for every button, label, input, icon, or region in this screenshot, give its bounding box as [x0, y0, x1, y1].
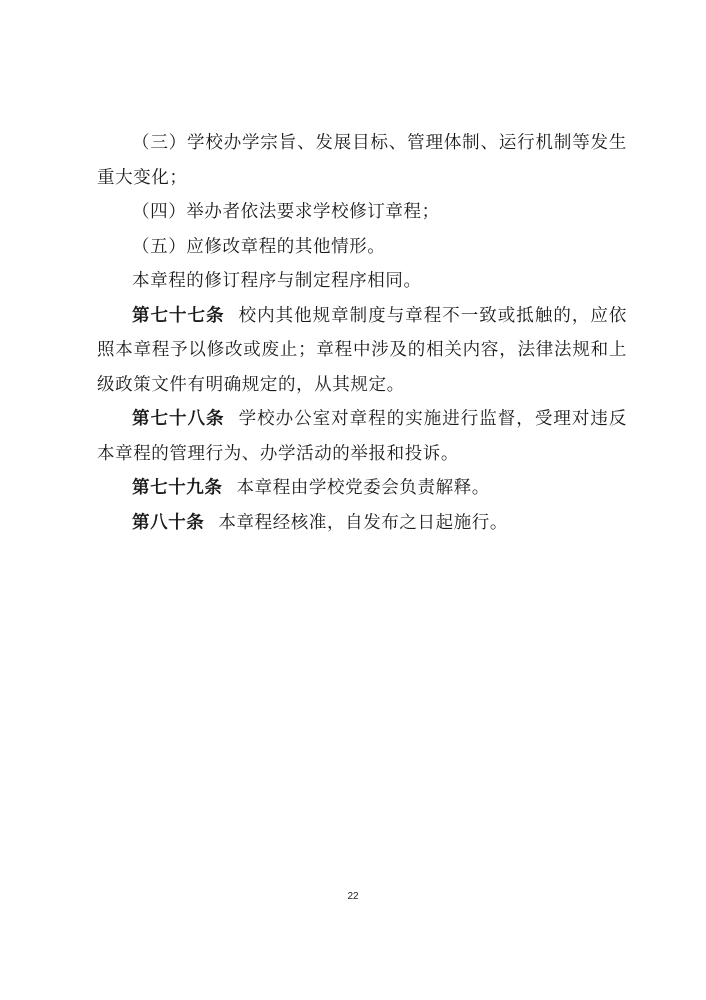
- article-79: [97, 471, 627, 506]
- revision-procedure-paragraph: [97, 264, 627, 299]
- clause-four: [97, 195, 627, 230]
- article-77: [97, 299, 627, 403]
- paragraph-text: （五）应修改章程的其他情形。: [132, 236, 386, 257]
- paragraph-text: 学校办公室对章程的实施进行监督，受理对违反本章程的管理行为、办学活动的举报和投诉。: [97, 409, 627, 464]
- paragraph-text: （三）学校办学宗旨、发展目标、管理体制、运行机制等发生重大变化；: [97, 133, 627, 188]
- paragraph-text: 本章程的修订程序与制定程序相同。: [132, 271, 422, 291]
- clause-five: [97, 230, 627, 265]
- article-heading: 第七十七条: [132, 305, 225, 326]
- article-80: [97, 506, 627, 541]
- clause-three: [97, 126, 627, 195]
- article-78: [97, 402, 627, 471]
- page-number: 22: [347, 891, 359, 902]
- article-heading: 第七十九条: [132, 478, 223, 498]
- paragraph-text: 本章程由学校党委会负责解释。: [236, 478, 490, 498]
- paragraph-text: 校内其他规章制度与章程不一致或抵触的，应依照本章程予以修改或废止；章程中涉及的相关内容，法律法规和上级政策文件有明确规定的，从其规定。: [97, 305, 627, 395]
- document-body: [97, 126, 627, 540]
- article-heading: 第八十条: [132, 512, 205, 533]
- article-heading: 第七十八条: [132, 409, 225, 429]
- paragraph-text: （四）举办者依法要求学校修订章程；: [132, 202, 440, 222]
- paragraph-text: 本章程经核准，自发布之日起施行。: [218, 512, 509, 533]
